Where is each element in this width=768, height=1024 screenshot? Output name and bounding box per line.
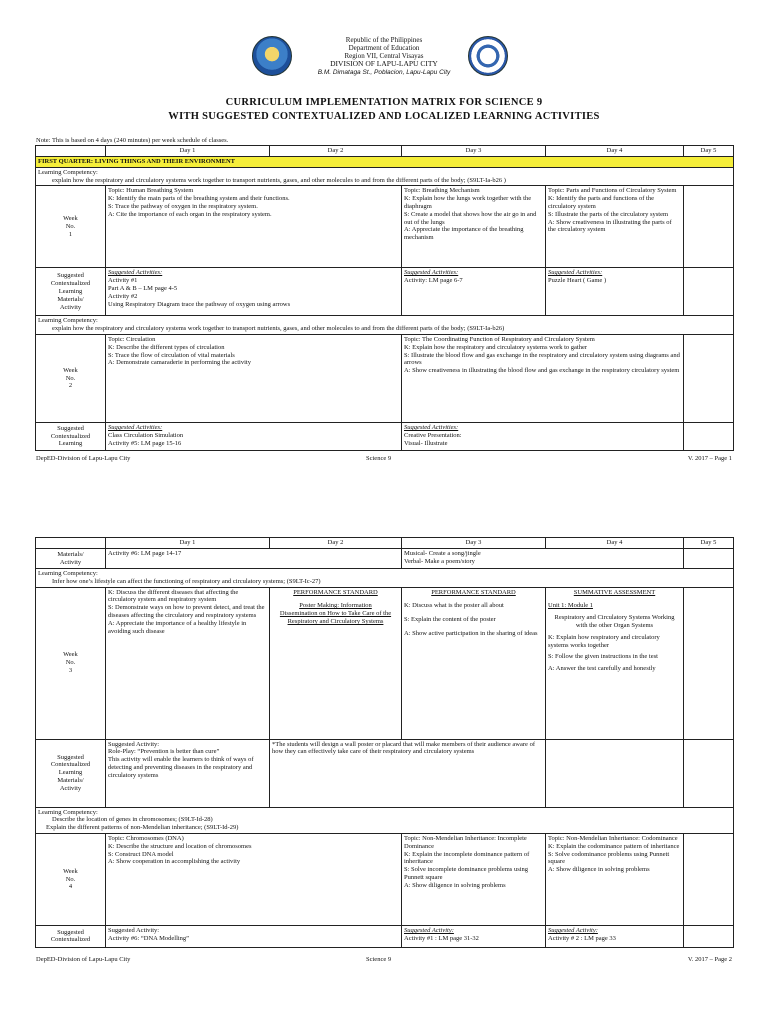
suggested-activities-label: Suggested Contextualized Learning: [36, 422, 106, 450]
week-2-activities-row: [36, 422, 734, 450]
week-1-activities-day-5: [684, 268, 734, 316]
week-4-activities-day-1-2: Suggested Activity: Activity #6: “DNA Modelling”: [106, 925, 402, 947]
curriculum-table-page2: [35, 537, 734, 948]
week-3-activities-day-4: [546, 739, 684, 807]
week-3-day-3: PERFORMANCE STANDARD K: Discuss what is the poster all about S: Explain the content of the poster A: Show active participation in the sharing of ideas: [402, 587, 546, 739]
day-5-header: Day 5: [684, 146, 734, 157]
suggested-activities-label: Suggested Contextualized Learning Materials/ Activity: [36, 268, 106, 316]
day-4-header: Day 4: [546, 146, 684, 157]
week-4-day-3: Topic: Non-Mendelian Inheritance: Incomplete Dominance K: Explain the incomplete dominance pattern of inheritance S: Solve incomplete dominance problems using Punnett square A: Show diligence in solving problems: [402, 833, 546, 925]
page-subtitle: WITH SUGGESTED CONTEXTUALIZED AND LOCALIZED LEARNING ACTIVITIES: [168, 111, 600, 122]
week-1-day-5: [684, 186, 734, 268]
competency-text-a: Describe the location of genes in chromosomes; (S9LT-Id-28): [52, 816, 213, 824]
materials-day-3-4: Musical- Create a song/jingle Verbal- Make a poem/story: [402, 549, 684, 569]
quarter-banner: FIRST QUARTER: LIVING THINGS AND THEIR ENVIRONMENT: [36, 157, 734, 168]
day-1-header: Day 1: [106, 538, 270, 549]
competency-label: Learning Competency:: [38, 317, 98, 325]
materials-label: Materials/ Activity: [36, 549, 106, 569]
week-1-activities-day-3: Suggested Activities: Activity: LM page 6-7: [402, 268, 546, 316]
curriculum-table-page1: [35, 145, 734, 451]
suggested-activities-label: Suggested Contextualized: [36, 925, 106, 947]
day-1-header: Day 1: [106, 146, 270, 157]
week-4-day-5: [684, 833, 734, 925]
competency-label: Learning Competency:: [38, 570, 98, 577]
header-address: B.M. Dimataga St., Poblacion, Lapu-Lapu City: [317, 69, 451, 76]
week-2-day-5: [684, 334, 734, 422]
week-3-day-2: PERFORMANCE STANDARD Poster Making: Information Dissemination on How to Take Care of the Respiratory and Circulatory Systems: [270, 587, 402, 739]
week-3-day-5: [684, 587, 734, 739]
materials-day-1-2: Activity #6: LM page 14-17: [106, 549, 402, 569]
competency-text-b: Explain the different patterns of non-Mendelian inheritance; (S9LT-Id-29): [46, 824, 239, 832]
schedule-note: Note: This is based on 4 days (240 minutes) per week schedule of classes.: [36, 137, 229, 144]
footer-right: V. 2017 – Page 2: [687, 956, 732, 963]
week-3-day-4: SUMMATIVE ASSESSMENT Unit 1: Module 1 Respiratory and Circulatory Systems Working with the other Organ Systems K: Explain how respiratory and circulatory systems works together S: Follow the given instructions in the test A: Answer the test carefully and honestly: [546, 587, 684, 739]
day-header-row: [36, 538, 734, 549]
header-department: Department of Education: [348, 44, 420, 52]
corner-cell: [36, 146, 106, 157]
week-1-day-3: Topic: Breathing Mechanism K: Explain how the lungs work together with the diaphragm S: Create a model that shows how the air go in and out of the lungs A: Appreciate the importance of the breathing mechanism: [402, 186, 546, 268]
day-5-header: Day 5: [684, 538, 734, 549]
week-1-activities-day-1-2: Suggested Activities: Activity #1 Part A & B – LM page 4-5 Activity #2 Using Respiratory Diagram trace the pathway of oxygen using arrows: [106, 268, 402, 316]
day-header-row: [36, 146, 734, 157]
header-division: DIVISION OF LAPU-LAPU CITY: [330, 59, 438, 68]
week-1-day-1-2: Topic: Human Breathing System K: Identify the main parts of the breathing system and their functions. S: Trace the pathway of oxygen in the respiratory system. A: Cite the importance of each organ in the respiratory system.: [106, 186, 402, 268]
footer-left: DepED-Division of Lapu-Lapu City: [36, 455, 131, 462]
week-3-activities-row: [36, 739, 734, 807]
week-4-label: Week No. 4: [36, 833, 106, 925]
week-2-activities-day-5: [684, 422, 734, 450]
header-republic: Republic of the Philippines: [345, 36, 423, 44]
week-2-day-1-2: Topic: Circulation K: Describe the different types of circulation S: Trace the flow of circulation of vital materials A: Demonstrate camaraderie in performing the activity: [106, 334, 402, 422]
day-2-header: Day 2: [270, 538, 402, 549]
footer-right: V. 2017 – Page 1: [687, 455, 732, 462]
page-title: CURRICULUM IMPLEMENTATION MATRIX FOR SCIENCE 9: [225, 97, 543, 108]
day-3-header: Day 3: [402, 538, 546, 549]
suggested-activities-label: Suggested Contextualized Learning Materials/ Activity: [36, 739, 106, 807]
week-4-row: [36, 833, 734, 925]
materials-continued-row: [36, 549, 734, 569]
week-3-row: [36, 587, 734, 739]
division-seal-logo: [252, 36, 292, 76]
week-3-activities-day-2-3: *The students will design a wall poster or placard that will make members of their audience aware of how they can effectively take care of their respiratory and circulatory systems: [270, 739, 546, 807]
competency-text: Infer how one’s lifestyle can affect the functioning of respiratory and circulatory systems; (S9LT-Ic-27): [52, 577, 321, 585]
learning-competency-1: [36, 167, 734, 186]
corner-cell: [36, 538, 106, 549]
week-1-activities-day-4: Suggested Activities: Puzzle Heart ( Game ): [546, 268, 684, 316]
materials-day-5: [684, 549, 734, 569]
deped-seal-logo: [468, 36, 508, 76]
week-4-activities-day-3: Suggested Activity: Activity #1 : LM page 31-32: [402, 925, 546, 947]
footer-center: Science 9: [366, 956, 392, 963]
page-1: [0, 0, 768, 470]
competency-text: explain how the respiratory and circulatory systems work together to transport nutrients, gases, and other molecules to and from the different parts of the body; (S9LT-Ia-b26): [52, 325, 505, 333]
competency-label: Learning Competency:: [38, 808, 98, 816]
day-2-header: Day 2: [270, 146, 402, 157]
week-4-day-1-2: Topic: Chromosomes (DNA) K: Describe the structure and location of chromosomes S: Construct DNA model A: Show cooperation in accomplishing the activity: [106, 833, 402, 925]
page-2: [0, 528, 768, 1024]
week-2-day-3-4: Topic: The Coordinating Function of Respiratory and Circulatory System K: Explain how the respiratory and circulatory systems work to gather S: Illustrate the blood flow and gas exchange in the respiratory and circulatory system using diagrams and arrows A: Show creativeness in illustrating the blood flow and gas exchange in the respiratory circulatory system: [402, 334, 684, 422]
competency-text: explain how the respiratory and circulatory systems work together to transport nutrients, gases, and other molecules to and from the different parts of the body; (S9LT-Ia-b26 ): [52, 176, 506, 184]
day-4-header: Day 4: [546, 538, 684, 549]
week-3-label: Week No. 3: [36, 587, 106, 739]
header-region: Region VII, Central Visayas: [344, 52, 424, 60]
footer-left: DepED-Division of Lapu-Lapu City: [36, 956, 131, 963]
footer-center: Science 9: [366, 455, 392, 462]
week-1-activities-row: [36, 268, 734, 316]
week-1-day-4: Topic: Parts and Functions of Circulatory System K: Identify the parts and functions of the circulatory system S: Illustrate the parts of the circulatory system A: Show creativeness in illustrating the parts of the circulatory system: [546, 186, 684, 268]
week-4-activities-row: [36, 925, 734, 947]
week-4-activities-day-5: [684, 925, 734, 947]
week-3-activities-day-1: Suggested Activity: Role-Play: “Prevention is better than cure” This activity will enable the learners to think of ways of detecting and preventing diseases in the respiratory and circulatory systems: [106, 739, 270, 807]
week-3-day-1: K: Discuss the different diseases that affecting the circulatory system and respiratory system S: Demonstrate ways on how to prevent detect, and treat the diseases affecting the circulatory and respiratory systems A: Appreciate the importance of a healthy lifestyle in avoiding such disease: [106, 587, 270, 739]
week-2-row: [36, 334, 734, 422]
week-1-label: Week No. 1: [36, 186, 106, 268]
week-2-label: Week No. 2: [36, 334, 106, 422]
learning-competency-3: [36, 569, 734, 588]
week-1-row: [36, 186, 734, 268]
week-2-activities-day-3-4: Suggested Activities: Creative Presentation: Visual- Illustrate: [402, 422, 684, 450]
week-4-activities-day-4: Suggested Activity: Activity # 2 : LM page 33: [546, 925, 684, 947]
learning-competency-2: [36, 316, 734, 335]
learning-competency-4: [36, 807, 734, 833]
competency-label: Learning Competency:: [38, 168, 98, 176]
week-2-activities-day-1-2: Suggested Activities: Class Circulation Simulation Activity #5: LM page 15-16: [106, 422, 402, 450]
week-3-activities-day-5: [684, 739, 734, 807]
day-3-header: Day 3: [402, 146, 546, 157]
page-gap: [0, 470, 768, 528]
week-4-day-4: Topic: Non-Mendelian Inheritance: Codominance K: Explain the codominance pattern of inheritance S: Solve codominance problems using Punnett square A: Show diligence in solving problems: [546, 833, 684, 925]
